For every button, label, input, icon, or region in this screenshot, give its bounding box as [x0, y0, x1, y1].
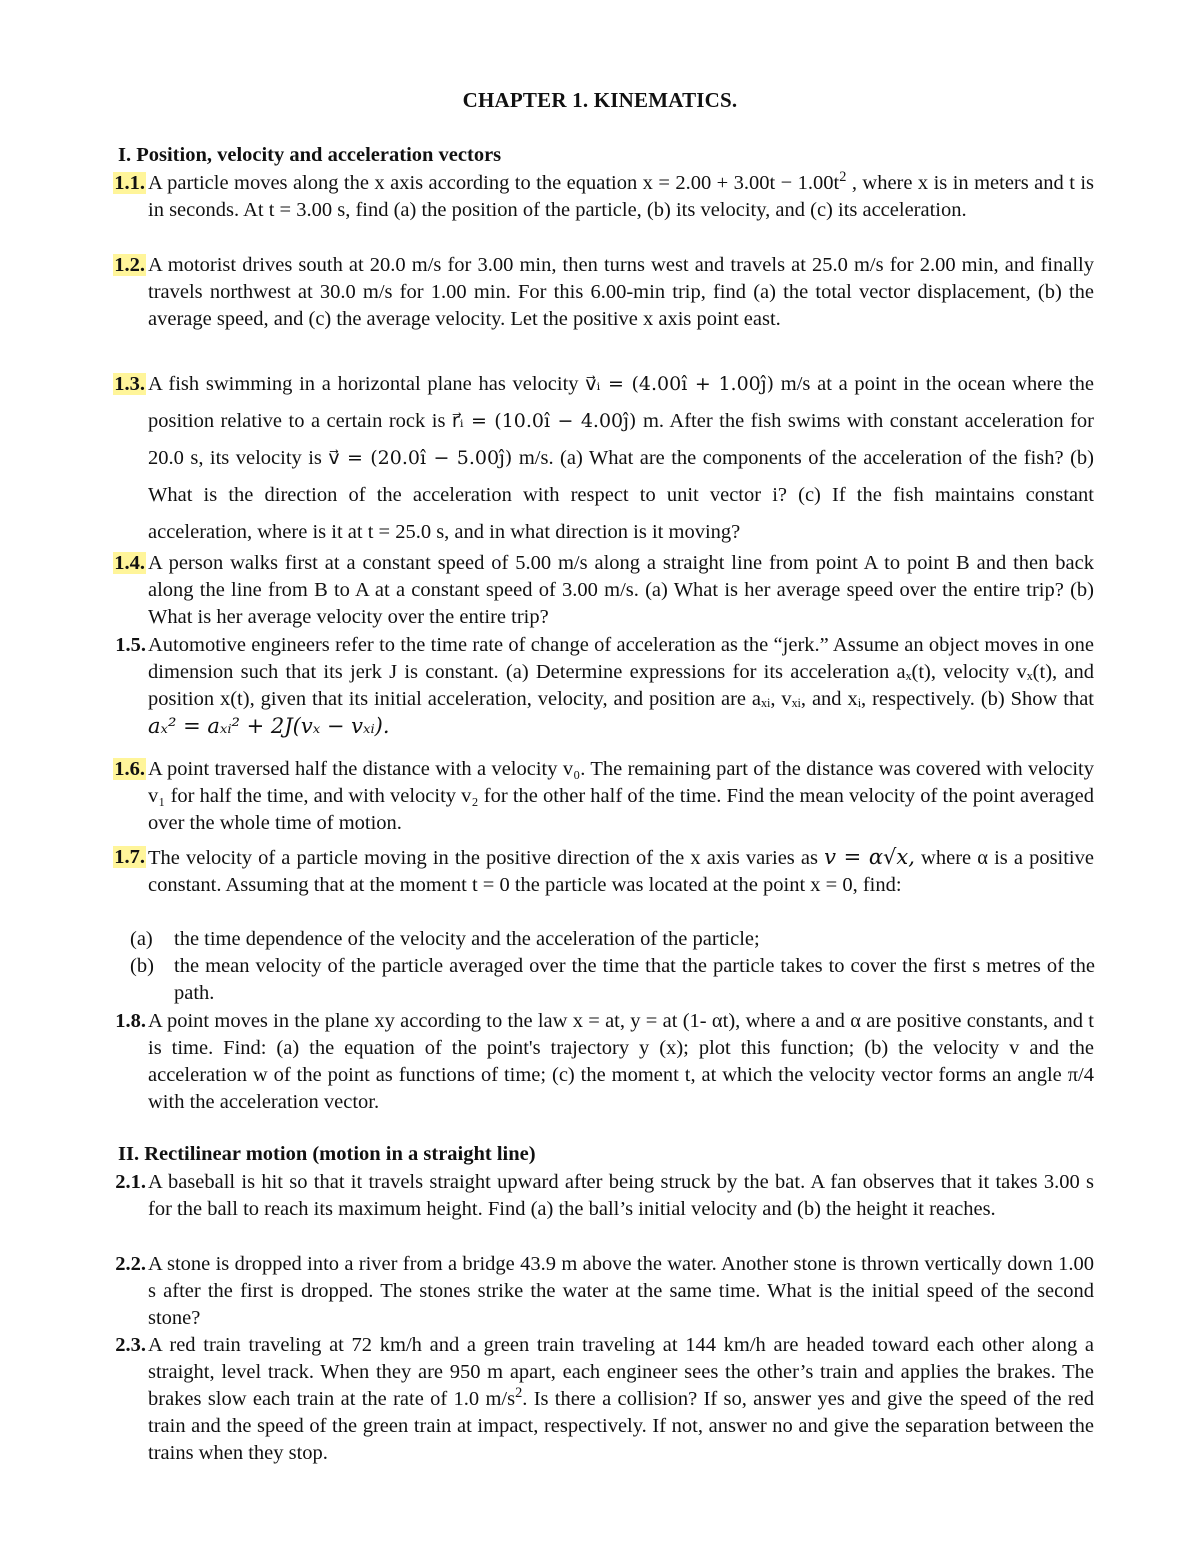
item-label: (a)	[130, 928, 153, 950]
problem-1-7	[102, 844, 1094, 899]
velocity-formula: v⃗ᵢ = (4.00î + 1.00ĵ)	[585, 373, 775, 395]
problem-1-6	[102, 756, 1094, 837]
problem-text: The velocity of a particle moving in the positive direction of the x axis varies as v = α√x, where α is a positive constant. Assuming that at the moment t = 0 the particle was located at the point x = 0, find:	[148, 845, 1094, 896]
highlight-mark: 1.2.	[114, 254, 145, 276]
problem-2-2	[102, 1251, 1094, 1332]
section-heading-1: I. Position, velocity and acceleration vectors	[118, 144, 502, 166]
highlight-mark: 1.3.	[114, 373, 145, 395]
problem-1-1	[102, 170, 1094, 224]
position-formula: r⃗ᵢ = (10.0î − 4.00ĵ)	[451, 410, 637, 432]
problem-text: A stone is dropped into a river from a bridge 43.9 m above the water. Another stone is thrown vertically down 1.00 s after the first is dropped. The stones strike the water at the same time. What is the initial speed of the second stone?	[148, 1253, 1094, 1329]
problem-number	[102, 366, 146, 403]
problem-number	[102, 170, 146, 197]
problem-text: A person walks first at a constant speed of 5.00 m/s along a straight line from point A to point B and then back along the line from B to A at a constant speed of 3.00 m/s. (a) What is her average speed over the entire trip? (b) What is her average velocity over the entire trip?	[148, 552, 1094, 628]
highlight-mark: 1.1.	[114, 172, 145, 194]
item-text: the time dependence of the velocity and the acceleration of the particle;	[174, 928, 760, 950]
problem-text: A motorist drives south at 20.0 m/s for 3.00 min, then turns west and travels at 25.0 m/s for 2.00 min, and finally travels northwest at 30.0 m/s for 1.00 min. For this 6.00-min trip, find (a) the total vector displacement, (b) the average speed, and (c) the average velocity. Let the positive x axis point east.	[148, 254, 1094, 330]
highlight-mark: 1.4.	[114, 552, 145, 574]
problem-1-8	[102, 1008, 1094, 1116]
problem-number	[102, 844, 146, 871]
section-heading-2: II. Rectilinear motion (motion in a straight line)	[118, 1143, 536, 1165]
chapter-title: CHAPTER 1. KINEMATICS.	[462, 88, 738, 112]
problem-2-3	[102, 1332, 1094, 1467]
problem-number: 2.3.	[115, 1334, 146, 1356]
problem-number	[102, 252, 146, 279]
problem-text: A red train traveling at 72 km/h and a green train traveling at 144 km/h are headed toward each other along a straight, level track. When they are 950 m apart, each engineer sees the other’s train and applies the brakes. The brakes slow each train at the rate of 1.0 $m/s^2$. Is there a collision? If so, answer yes and give the speed of the red train and the speed of the green train at impact, respectively. If not, answer no and give the separation between the trains when they stop.	[148, 1334, 1094, 1464]
problem-text: A baseball is hit so that it travels straight upward after being struck by the bat. A fan observes that it takes 3.00 s for the ball to reach its maximum height. Find (a) the ball’s initial velocity and (b) the height it reaches.	[148, 1171, 1094, 1220]
problem-2-1	[102, 1169, 1094, 1223]
problem-number: 2.2.	[115, 1253, 146, 1275]
problem-text: A particle moves along the x axis according to the equation $x = 2.00 + 3.00t - 1.00t^2$ , where x is in meters and t is in seconds. At t = 3.00 s, find (a) the position of the particle, (b) its velocity, and (c) its acceleration.	[148, 169, 1094, 221]
highlight-mark: 1.6.	[114, 758, 145, 780]
velocity-law-formula: v = α√x,	[824, 845, 915, 869]
problem-text: A fish swimming in a horizontal plane has velocity v⃗ᵢ = (4.00î + 1.00ĵ) m/s at a point in the ocean where the position relative to a certain rock is r⃗ᵢ = (10.0î − 4.00ĵ) m. After the fish swims with constant acceleration for 20.0 s, its velocity is v⃗ = (20.0î − 5.00ĵ) m/s. (a) What are the components of the acceleration of the fish? (b) What is the direction of the acceleration with respect to unit vector i? (c) If the fish maintains constant acceleration, where is it at t = 25.0 s, and in what direction is it moving?	[148, 373, 1094, 543]
problem-number	[102, 756, 146, 783]
problem-text: Automotive engineers refer to the time rate of change of acceleration as the “jerk.” Assume an object moves in one dimension such that its jerk J is constant. (a) Determine expressions for its acceleration aₓ(t), velocity vₓ(t), and position x(t), given that its initial acceleration, velocity, and position are aₓᵢ, vₓᵢ, and xᵢ, respectively. (b) Show that aₓ² = aₓᵢ² + 2J(vₓ − vₓᵢ).	[148, 634, 1094, 738]
problem-1-3	[102, 366, 1094, 551]
final-velocity-formula: v⃗ = (20.0î − 5.00ĵ)	[328, 447, 513, 469]
problem-1-5	[102, 632, 1094, 741]
problem-text: A point traversed half the distance with a velocity v₀. The remaining part of the distance was covered with velocity v₁ for half the time, and with velocity v₂ for the other half of the time. Find the mean velocity of the point averaged over the whole time of motion.	[148, 758, 1094, 834]
problem-number: 2.1.	[115, 1171, 146, 1193]
problem-number: 1.8.	[115, 1010, 146, 1032]
problem-1-7-item-a	[130, 926, 1095, 953]
problem-1-4	[102, 550, 1094, 631]
jerk-formula: aₓ² = aₓᵢ² + 2J(vₓ − vₓᵢ).	[148, 714, 390, 738]
highlight-mark: 1.7.	[114, 846, 145, 868]
item-text: the mean velocity of the particle averaged over the time that the particle takes to cover the first s metres of the path.	[174, 955, 1095, 1004]
problem-1-2	[102, 252, 1094, 333]
problem-text: A point moves in the plane xy according to the law x = at, y = at (1- αt), where a and α are positive constants, and t is time. Find: (a) the equation of the point's trajectory y (x); plot this function; (b) the velocity v and the acceleration w of the point as functions of time; (c) the moment t, at which the velocity vector forms an angle π/4 with the acceleration vector.	[148, 1010, 1094, 1113]
problem-1-7-item-b	[130, 953, 1095, 1007]
problem-number: 1.5.	[115, 634, 146, 656]
item-label: (b)	[130, 955, 154, 977]
problem-number	[102, 550, 146, 577]
